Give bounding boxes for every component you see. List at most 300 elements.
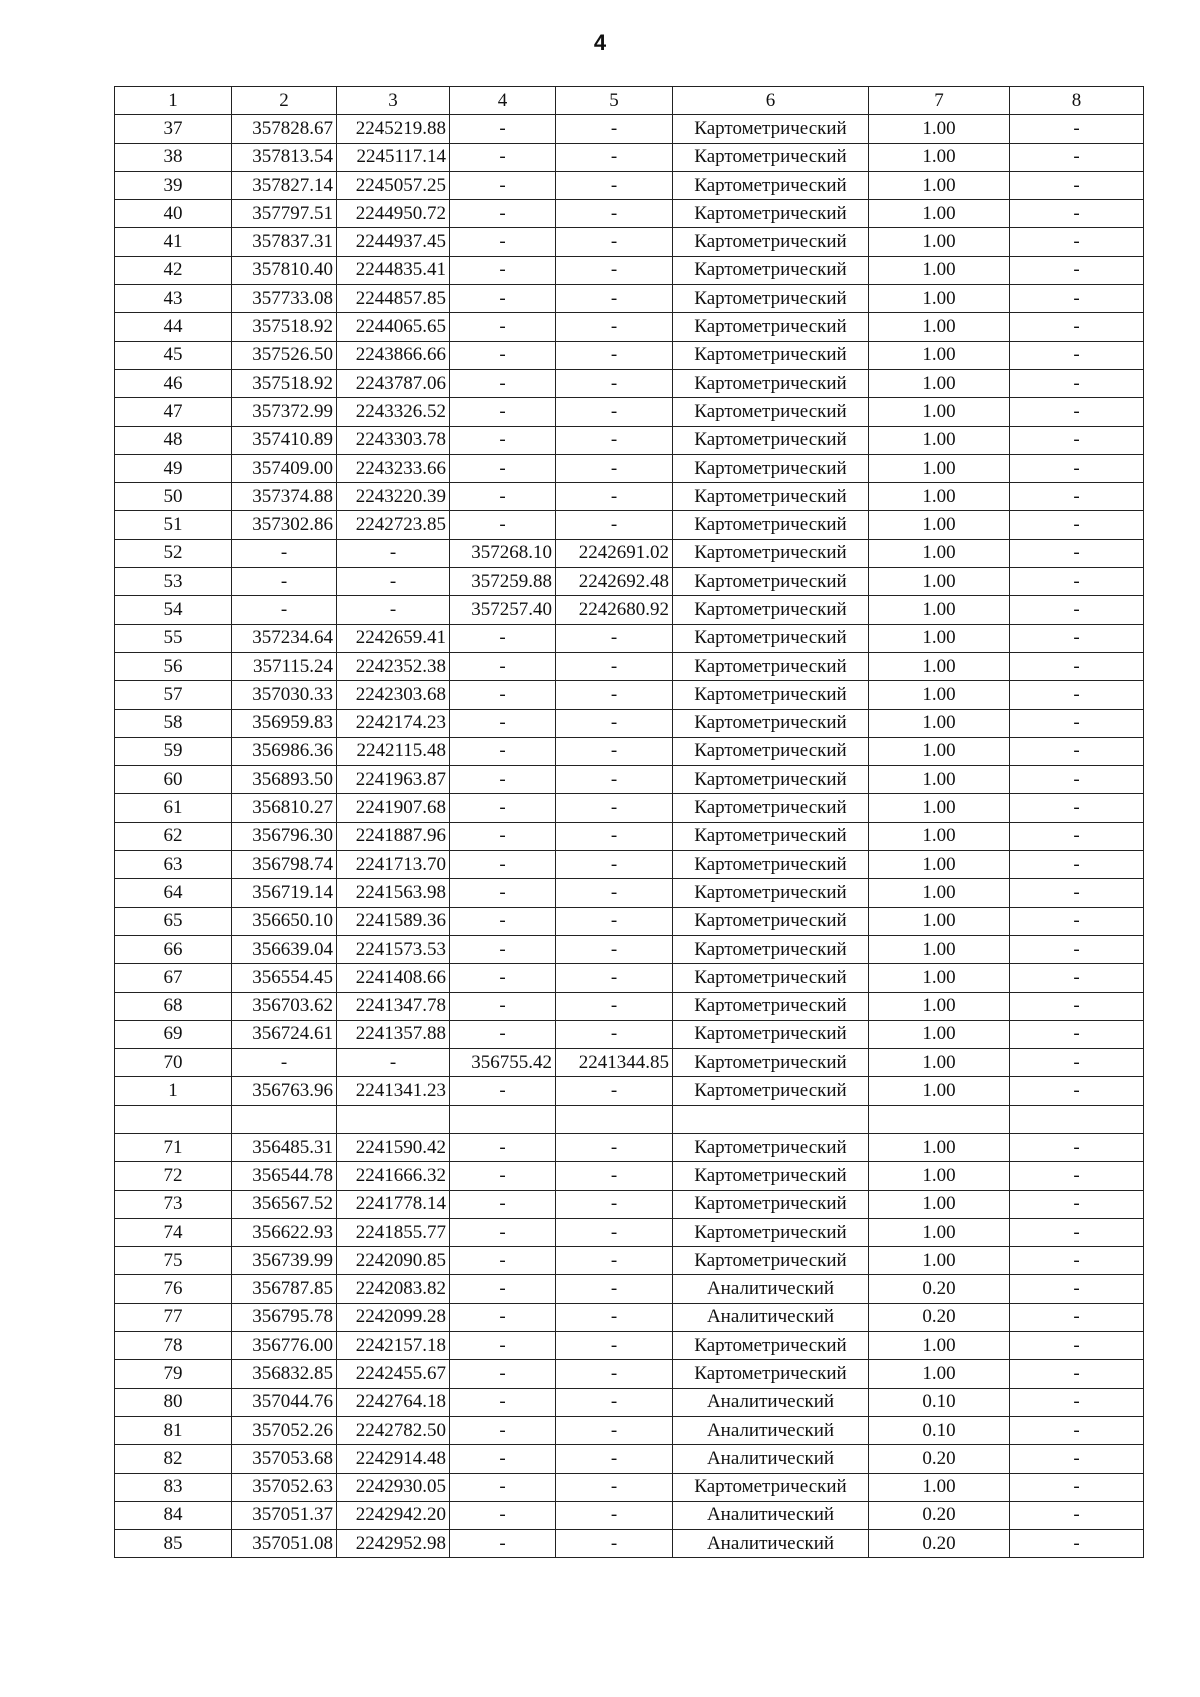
cell-method: Картометрический [673, 652, 869, 680]
cell-x-coordinate-new: - [450, 1388, 556, 1416]
cell-y-coordinate-new: - [556, 454, 673, 482]
cell-point-number: 76 [115, 1275, 232, 1303]
cell-point-number: 53 [115, 568, 232, 596]
cell-accuracy: 1.00 [869, 398, 1010, 426]
cell-description: - [1010, 1388, 1144, 1416]
cell-y-coordinate-new: 2241344.85 [556, 1049, 673, 1077]
cell-x-coordinate: 356544.78 [232, 1162, 337, 1190]
cell-x-coordinate-new: - [450, 1077, 556, 1105]
cell-x-coordinate-new: - [450, 1247, 556, 1275]
cell-y-coordinate-new: - [556, 228, 673, 256]
cell-x-coordinate: - [232, 1049, 337, 1077]
cell-point-number: 46 [115, 369, 232, 397]
cell-y-coordinate-new: - [556, 709, 673, 737]
cell-description: - [1010, 1020, 1144, 1048]
cell-accuracy: 1.00 [869, 115, 1010, 143]
cell-point-number: 73 [115, 1190, 232, 1218]
cell-x-coordinate-new: - [450, 313, 556, 341]
cell-description: - [1010, 483, 1144, 511]
cell-point-number: 64 [115, 879, 232, 907]
cell-point-number: 41 [115, 228, 232, 256]
cell-x-coordinate: 356798.74 [232, 851, 337, 879]
cell-y-coordinate: 2241408.66 [337, 964, 450, 992]
cell-point-number: 74 [115, 1218, 232, 1246]
cell-method: Картометрический [673, 115, 869, 143]
cell-point-number: 38 [115, 143, 232, 171]
cell-description: - [1010, 822, 1144, 850]
cell-x-coordinate-new: 356755.42 [450, 1049, 556, 1077]
table-row [115, 1303, 1144, 1331]
cell-point-number: 48 [115, 426, 232, 454]
cell-accuracy: 0.20 [869, 1445, 1010, 1473]
cell-point-number: 57 [115, 681, 232, 709]
cell-point-number: 82 [115, 1445, 232, 1473]
header-cell-4: 4 [450, 87, 556, 115]
cell-y-coordinate: 2242174.23 [337, 709, 450, 737]
cell-y-coordinate-new: - [556, 1077, 673, 1105]
table-row [115, 1247, 1144, 1275]
cell-description: - [1010, 879, 1144, 907]
cell-method: Картометрический [673, 596, 869, 624]
cell-x-coordinate-new: - [450, 171, 556, 199]
table-row [115, 369, 1144, 397]
cell-method: Картометрический [673, 369, 869, 397]
cell-accuracy: 0.10 [869, 1388, 1010, 1416]
table-row [115, 568, 1144, 596]
cell-point-number: 39 [115, 171, 232, 199]
cell-point-number: 58 [115, 709, 232, 737]
cell-description: - [1010, 1416, 1144, 1444]
cell-y-coordinate-new: - [556, 1388, 673, 1416]
cell-description: - [1010, 624, 1144, 652]
cell-accuracy: 1.00 [869, 143, 1010, 171]
cell-y-coordinate-new: - [556, 766, 673, 794]
cell-x-coordinate: 356893.50 [232, 766, 337, 794]
cell-x-coordinate: 357030.33 [232, 681, 337, 709]
cell-x-coordinate-new: - [450, 964, 556, 992]
cell-x-coordinate-new: - [450, 1445, 556, 1473]
table-row [115, 1275, 1144, 1303]
cell-x-coordinate-new: - [450, 851, 556, 879]
cell-description: - [1010, 794, 1144, 822]
cell-method: Картометрический [673, 1190, 869, 1218]
cell-y-coordinate-new: - [556, 1473, 673, 1501]
cell-y-coordinate-new: - [556, 1501, 673, 1529]
cell-x-coordinate: 356639.04 [232, 935, 337, 963]
cell-point-number: 83 [115, 1473, 232, 1501]
cell-accuracy: 1.00 [869, 1473, 1010, 1501]
cell-method: Аналитический [673, 1530, 869, 1558]
cell-point-number: 69 [115, 1020, 232, 1048]
cell-point-number: 52 [115, 539, 232, 567]
table-row [115, 1190, 1144, 1218]
table-row [115, 1360, 1144, 1388]
cell-method: Картометрический [673, 483, 869, 511]
cell-x-coordinate: 357051.37 [232, 1501, 337, 1529]
cell-y-coordinate: 2242782.50 [337, 1416, 450, 1444]
coordinates-table [114, 86, 1144, 1558]
table-row [115, 879, 1144, 907]
cell-description: - [1010, 1530, 1144, 1558]
cell-method: Картометрический [673, 1162, 869, 1190]
cell-point-number: 51 [115, 511, 232, 539]
header-cell-3: 3 [337, 87, 450, 115]
cell-description: - [1010, 511, 1144, 539]
cell-y-coordinate-new: - [556, 511, 673, 539]
cell-accuracy: 1.00 [869, 285, 1010, 313]
cell-method: Картометрический [673, 851, 869, 879]
cell-accuracy: 1.00 [869, 483, 1010, 511]
cell-y-coordinate: 2245117.14 [337, 143, 450, 171]
cell-accuracy: 1.00 [869, 822, 1010, 850]
cell-y-coordinate: 2242099.28 [337, 1303, 450, 1331]
table-row [115, 1416, 1144, 1444]
cell-y-coordinate: - [337, 568, 450, 596]
table-row [115, 681, 1144, 709]
table-row [115, 426, 1144, 454]
cell-method: Картометрический [673, 511, 869, 539]
cell-method: Картометрический [673, 313, 869, 341]
cell-y-coordinate [337, 1105, 450, 1133]
cell-y-coordinate: 2241341.23 [337, 1077, 450, 1105]
cell-y-coordinate: 2241563.98 [337, 879, 450, 907]
cell-description: - [1010, 1049, 1144, 1077]
cell-x-coordinate-new: - [450, 426, 556, 454]
table-row [115, 1501, 1144, 1529]
cell-x-coordinate: 356986.36 [232, 737, 337, 765]
table-row [115, 1020, 1144, 1048]
cell-accuracy: 1.00 [869, 369, 1010, 397]
cell-y-coordinate: 2244857.85 [337, 285, 450, 313]
table-row [115, 454, 1144, 482]
cell-point-number: 81 [115, 1416, 232, 1444]
cell-point-number: 65 [115, 907, 232, 935]
cell-method: Картометрический [673, 398, 869, 426]
cell-accuracy: 1.00 [869, 313, 1010, 341]
table-row [115, 1077, 1144, 1105]
cell-x-coordinate-new: - [450, 1416, 556, 1444]
table-row [115, 200, 1144, 228]
cell-y-coordinate-new: 2242691.02 [556, 539, 673, 567]
cell-y-coordinate-new: - [556, 737, 673, 765]
cell-accuracy: 1.00 [869, 1218, 1010, 1246]
cell-y-coordinate: 2244065.65 [337, 313, 450, 341]
cell-point-number: 40 [115, 200, 232, 228]
cell-x-coordinate: 356719.14 [232, 879, 337, 907]
cell-x-coordinate-new: - [450, 285, 556, 313]
cell-description [1010, 1105, 1144, 1133]
table-row [115, 1218, 1144, 1246]
header-cell-8: 8 [1010, 87, 1144, 115]
cell-y-coordinate: 2242303.68 [337, 681, 450, 709]
cell-point-number: 70 [115, 1049, 232, 1077]
cell-x-coordinate: 356567.52 [232, 1190, 337, 1218]
cell-method: Картометрический [673, 1020, 869, 1048]
cell-y-coordinate-new: - [556, 398, 673, 426]
cell-description: - [1010, 1190, 1144, 1218]
cell-x-coordinate: - [232, 539, 337, 567]
cell-description: - [1010, 454, 1144, 482]
cell-x-coordinate: 357372.99 [232, 398, 337, 426]
cell-y-coordinate-new: - [556, 1416, 673, 1444]
cell-x-coordinate: 357797.51 [232, 200, 337, 228]
cell-description: - [1010, 200, 1144, 228]
cell-x-coordinate: 357828.67 [232, 115, 337, 143]
cell-y-coordinate-new: - [556, 822, 673, 850]
cell-accuracy: 1.00 [869, 652, 1010, 680]
cell-point-number: 80 [115, 1388, 232, 1416]
cell-accuracy: 1.00 [869, 709, 1010, 737]
cell-x-coordinate: 357518.92 [232, 369, 337, 397]
cell-x-coordinate-new: - [450, 822, 556, 850]
cell-method: Картометрический [673, 879, 869, 907]
cell-x-coordinate-new: - [450, 681, 556, 709]
cell-description: - [1010, 1360, 1144, 1388]
cell-y-coordinate-new: - [556, 313, 673, 341]
cell-y-coordinate: 2242659.41 [337, 624, 450, 652]
cell-y-coordinate: 2243787.06 [337, 369, 450, 397]
cell-method: Картометрический [673, 285, 869, 313]
cell-y-coordinate-new: - [556, 935, 673, 963]
header-cell-2: 2 [232, 87, 337, 115]
cell-x-coordinate: 357733.08 [232, 285, 337, 313]
cell-point-number: 50 [115, 483, 232, 511]
cell-point-number: 56 [115, 652, 232, 680]
table-row [115, 341, 1144, 369]
table-row [115, 794, 1144, 822]
cell-method: Картометрический [673, 171, 869, 199]
cell-description: - [1010, 964, 1144, 992]
cell-description: - [1010, 652, 1144, 680]
cell-description: - [1010, 1473, 1144, 1501]
cell-y-coordinate-new [556, 1105, 673, 1133]
cell-method: Картометрический [673, 341, 869, 369]
cell-accuracy: 0.20 [869, 1275, 1010, 1303]
cell-y-coordinate-new: - [556, 992, 673, 1020]
table-row [115, 171, 1144, 199]
cell-description: - [1010, 143, 1144, 171]
cell-description: - [1010, 851, 1144, 879]
cell-point-number: 75 [115, 1247, 232, 1275]
cell-accuracy: 1.00 [869, 171, 1010, 199]
table-row [115, 992, 1144, 1020]
cell-x-coordinate-new: - [450, 1501, 556, 1529]
cell-description: - [1010, 426, 1144, 454]
table-row [115, 228, 1144, 256]
cell-y-coordinate-new: - [556, 964, 673, 992]
cell-accuracy: 1.00 [869, 1360, 1010, 1388]
cell-accuracy: 1.00 [869, 256, 1010, 284]
cell-y-coordinate-new: - [556, 369, 673, 397]
cell-y-coordinate: 2242942.20 [337, 1501, 450, 1529]
table-row [115, 709, 1144, 737]
cell-description: - [1010, 228, 1144, 256]
cell-x-coordinate-new: - [450, 1332, 556, 1360]
cell-method: Картометрический [673, 935, 869, 963]
cell-accuracy: 1.00 [869, 1332, 1010, 1360]
cell-y-coordinate-new: - [556, 341, 673, 369]
table-row [115, 1133, 1144, 1161]
cell-y-coordinate-new: - [556, 1360, 673, 1388]
cell-method: Аналитический [673, 1275, 869, 1303]
cell-y-coordinate-new: - [556, 256, 673, 284]
cell-point-number: 42 [115, 256, 232, 284]
cell-description: - [1010, 1162, 1144, 1190]
table-row [115, 1049, 1144, 1077]
cell-point-number: 84 [115, 1501, 232, 1529]
cell-method: Картометрический [673, 737, 869, 765]
cell-x-coordinate-new: - [450, 341, 556, 369]
cell-x-coordinate-new: - [450, 1190, 556, 1218]
cell-description: - [1010, 709, 1144, 737]
cell-description: - [1010, 369, 1144, 397]
cell-accuracy: 1.00 [869, 1077, 1010, 1105]
cell-point-number [115, 1105, 232, 1133]
cell-accuracy: 1.00 [869, 1020, 1010, 1048]
cell-accuracy: 0.10 [869, 1416, 1010, 1444]
cell-y-coordinate: 2241778.14 [337, 1190, 450, 1218]
cell-x-coordinate-new: - [450, 766, 556, 794]
cell-accuracy: 1.00 [869, 737, 1010, 765]
cell-x-coordinate-new: - [450, 483, 556, 511]
cell-y-coordinate: 2241357.88 [337, 1020, 450, 1048]
cell-x-coordinate: 357234.64 [232, 624, 337, 652]
cell-x-coordinate-new: - [450, 907, 556, 935]
cell-x-coordinate: 356832.85 [232, 1360, 337, 1388]
cell-x-coordinate-new: - [450, 454, 556, 482]
cell-y-coordinate-new: - [556, 1190, 673, 1218]
table-row [115, 822, 1144, 850]
cell-accuracy: 1.00 [869, 200, 1010, 228]
cell-y-coordinate: 2242352.38 [337, 652, 450, 680]
cell-accuracy: 1.00 [869, 794, 1010, 822]
cell-x-coordinate-new: 357268.10 [450, 539, 556, 567]
table-row [115, 624, 1144, 652]
cell-x-coordinate-new: - [450, 1218, 556, 1246]
cell-y-coordinate-new: - [556, 681, 673, 709]
cell-accuracy: 1.00 [869, 596, 1010, 624]
cell-x-coordinate-new: - [450, 624, 556, 652]
cell-method: Картометрический [673, 1332, 869, 1360]
cell-y-coordinate-new: - [556, 652, 673, 680]
cell-y-coordinate: 2244937.45 [337, 228, 450, 256]
cell-x-coordinate-new: - [450, 1530, 556, 1558]
cell-y-coordinate: - [337, 596, 450, 624]
cell-y-coordinate-new: - [556, 171, 673, 199]
cell-point-number: 63 [115, 851, 232, 879]
cell-y-coordinate: 2241855.77 [337, 1218, 450, 1246]
cell-method: Аналитический [673, 1501, 869, 1529]
cell-point-number: 55 [115, 624, 232, 652]
cell-method: Картометрический [673, 766, 869, 794]
cell-y-coordinate: 2243220.39 [337, 483, 450, 511]
cell-point-number: 44 [115, 313, 232, 341]
cell-x-coordinate-new: - [450, 652, 556, 680]
cell-x-coordinate-new: - [450, 879, 556, 907]
table-row [115, 737, 1144, 765]
table-row [115, 1105, 1144, 1133]
cell-y-coordinate: 2243866.66 [337, 341, 450, 369]
cell-description: - [1010, 1501, 1144, 1529]
table-row [115, 907, 1144, 935]
cell-accuracy: 1.00 [869, 992, 1010, 1020]
table-row [115, 766, 1144, 794]
cell-point-number: 47 [115, 398, 232, 426]
cell-description: - [1010, 1247, 1144, 1275]
cell-method: Картометрический [673, 822, 869, 850]
cell-point-number: 72 [115, 1162, 232, 1190]
cell-x-coordinate: 357837.31 [232, 228, 337, 256]
cell-y-coordinate: 2244835.41 [337, 256, 450, 284]
cell-description: - [1010, 341, 1144, 369]
cell-accuracy: 1.00 [869, 1133, 1010, 1161]
cell-method: Картометрический [673, 907, 869, 935]
cell-accuracy: 1.00 [869, 1190, 1010, 1218]
cell-y-coordinate-new: 2242680.92 [556, 596, 673, 624]
cell-x-coordinate: 356554.45 [232, 964, 337, 992]
cell-x-coordinate-new: - [450, 256, 556, 284]
cell-x-coordinate-new: - [450, 143, 556, 171]
cell-x-coordinate-new: - [450, 1303, 556, 1331]
cell-description: - [1010, 1445, 1144, 1473]
cell-y-coordinate: 2243233.66 [337, 454, 450, 482]
cell-method: Картометрический [673, 1247, 869, 1275]
cell-method: Картометрический [673, 228, 869, 256]
cell-accuracy: 1.00 [869, 935, 1010, 963]
cell-accuracy: 1.00 [869, 907, 1010, 935]
cell-method: Картометрический [673, 539, 869, 567]
cell-method [673, 1105, 869, 1133]
cell-x-coordinate: 357813.54 [232, 143, 337, 171]
cell-x-coordinate-new: - [450, 935, 556, 963]
cell-x-coordinate: 357526.50 [232, 341, 337, 369]
cell-y-coordinate: 2243326.52 [337, 398, 450, 426]
table-row [115, 256, 1144, 284]
cell-description: - [1010, 1133, 1144, 1161]
table-row [115, 398, 1144, 426]
cell-x-coordinate-new: - [450, 369, 556, 397]
cell-x-coordinate: 356787.85 [232, 1275, 337, 1303]
cell-x-coordinate: 357052.26 [232, 1416, 337, 1444]
cell-y-coordinate: 2242083.82 [337, 1275, 450, 1303]
cell-x-coordinate [232, 1105, 337, 1133]
table-row [115, 115, 1144, 143]
table-row [115, 483, 1144, 511]
cell-accuracy: 1.00 [869, 851, 1010, 879]
cell-point-number: 59 [115, 737, 232, 765]
cell-y-coordinate: 2241963.87 [337, 766, 450, 794]
table-row [115, 935, 1144, 963]
cell-accuracy: 1.00 [869, 511, 1010, 539]
cell-description: - [1010, 766, 1144, 794]
cell-method: Аналитический [673, 1388, 869, 1416]
cell-x-coordinate-new: - [450, 1133, 556, 1161]
cell-y-coordinate: 2242764.18 [337, 1388, 450, 1416]
table-row [115, 285, 1144, 313]
cell-x-coordinate-new: - [450, 228, 556, 256]
cell-x-coordinate: 357827.14 [232, 171, 337, 199]
cell-x-coordinate: 357053.68 [232, 1445, 337, 1473]
table-row [115, 1530, 1144, 1558]
cell-accuracy: 1.00 [869, 1049, 1010, 1077]
cell-point-number: 79 [115, 1360, 232, 1388]
cell-y-coordinate-new: - [556, 624, 673, 652]
cell-y-coordinate: 2242952.98 [337, 1530, 450, 1558]
cell-point-number: 66 [115, 935, 232, 963]
cell-point-number: 54 [115, 596, 232, 624]
cell-accuracy: 1.00 [869, 568, 1010, 596]
cell-method: Картометрический [673, 568, 869, 596]
